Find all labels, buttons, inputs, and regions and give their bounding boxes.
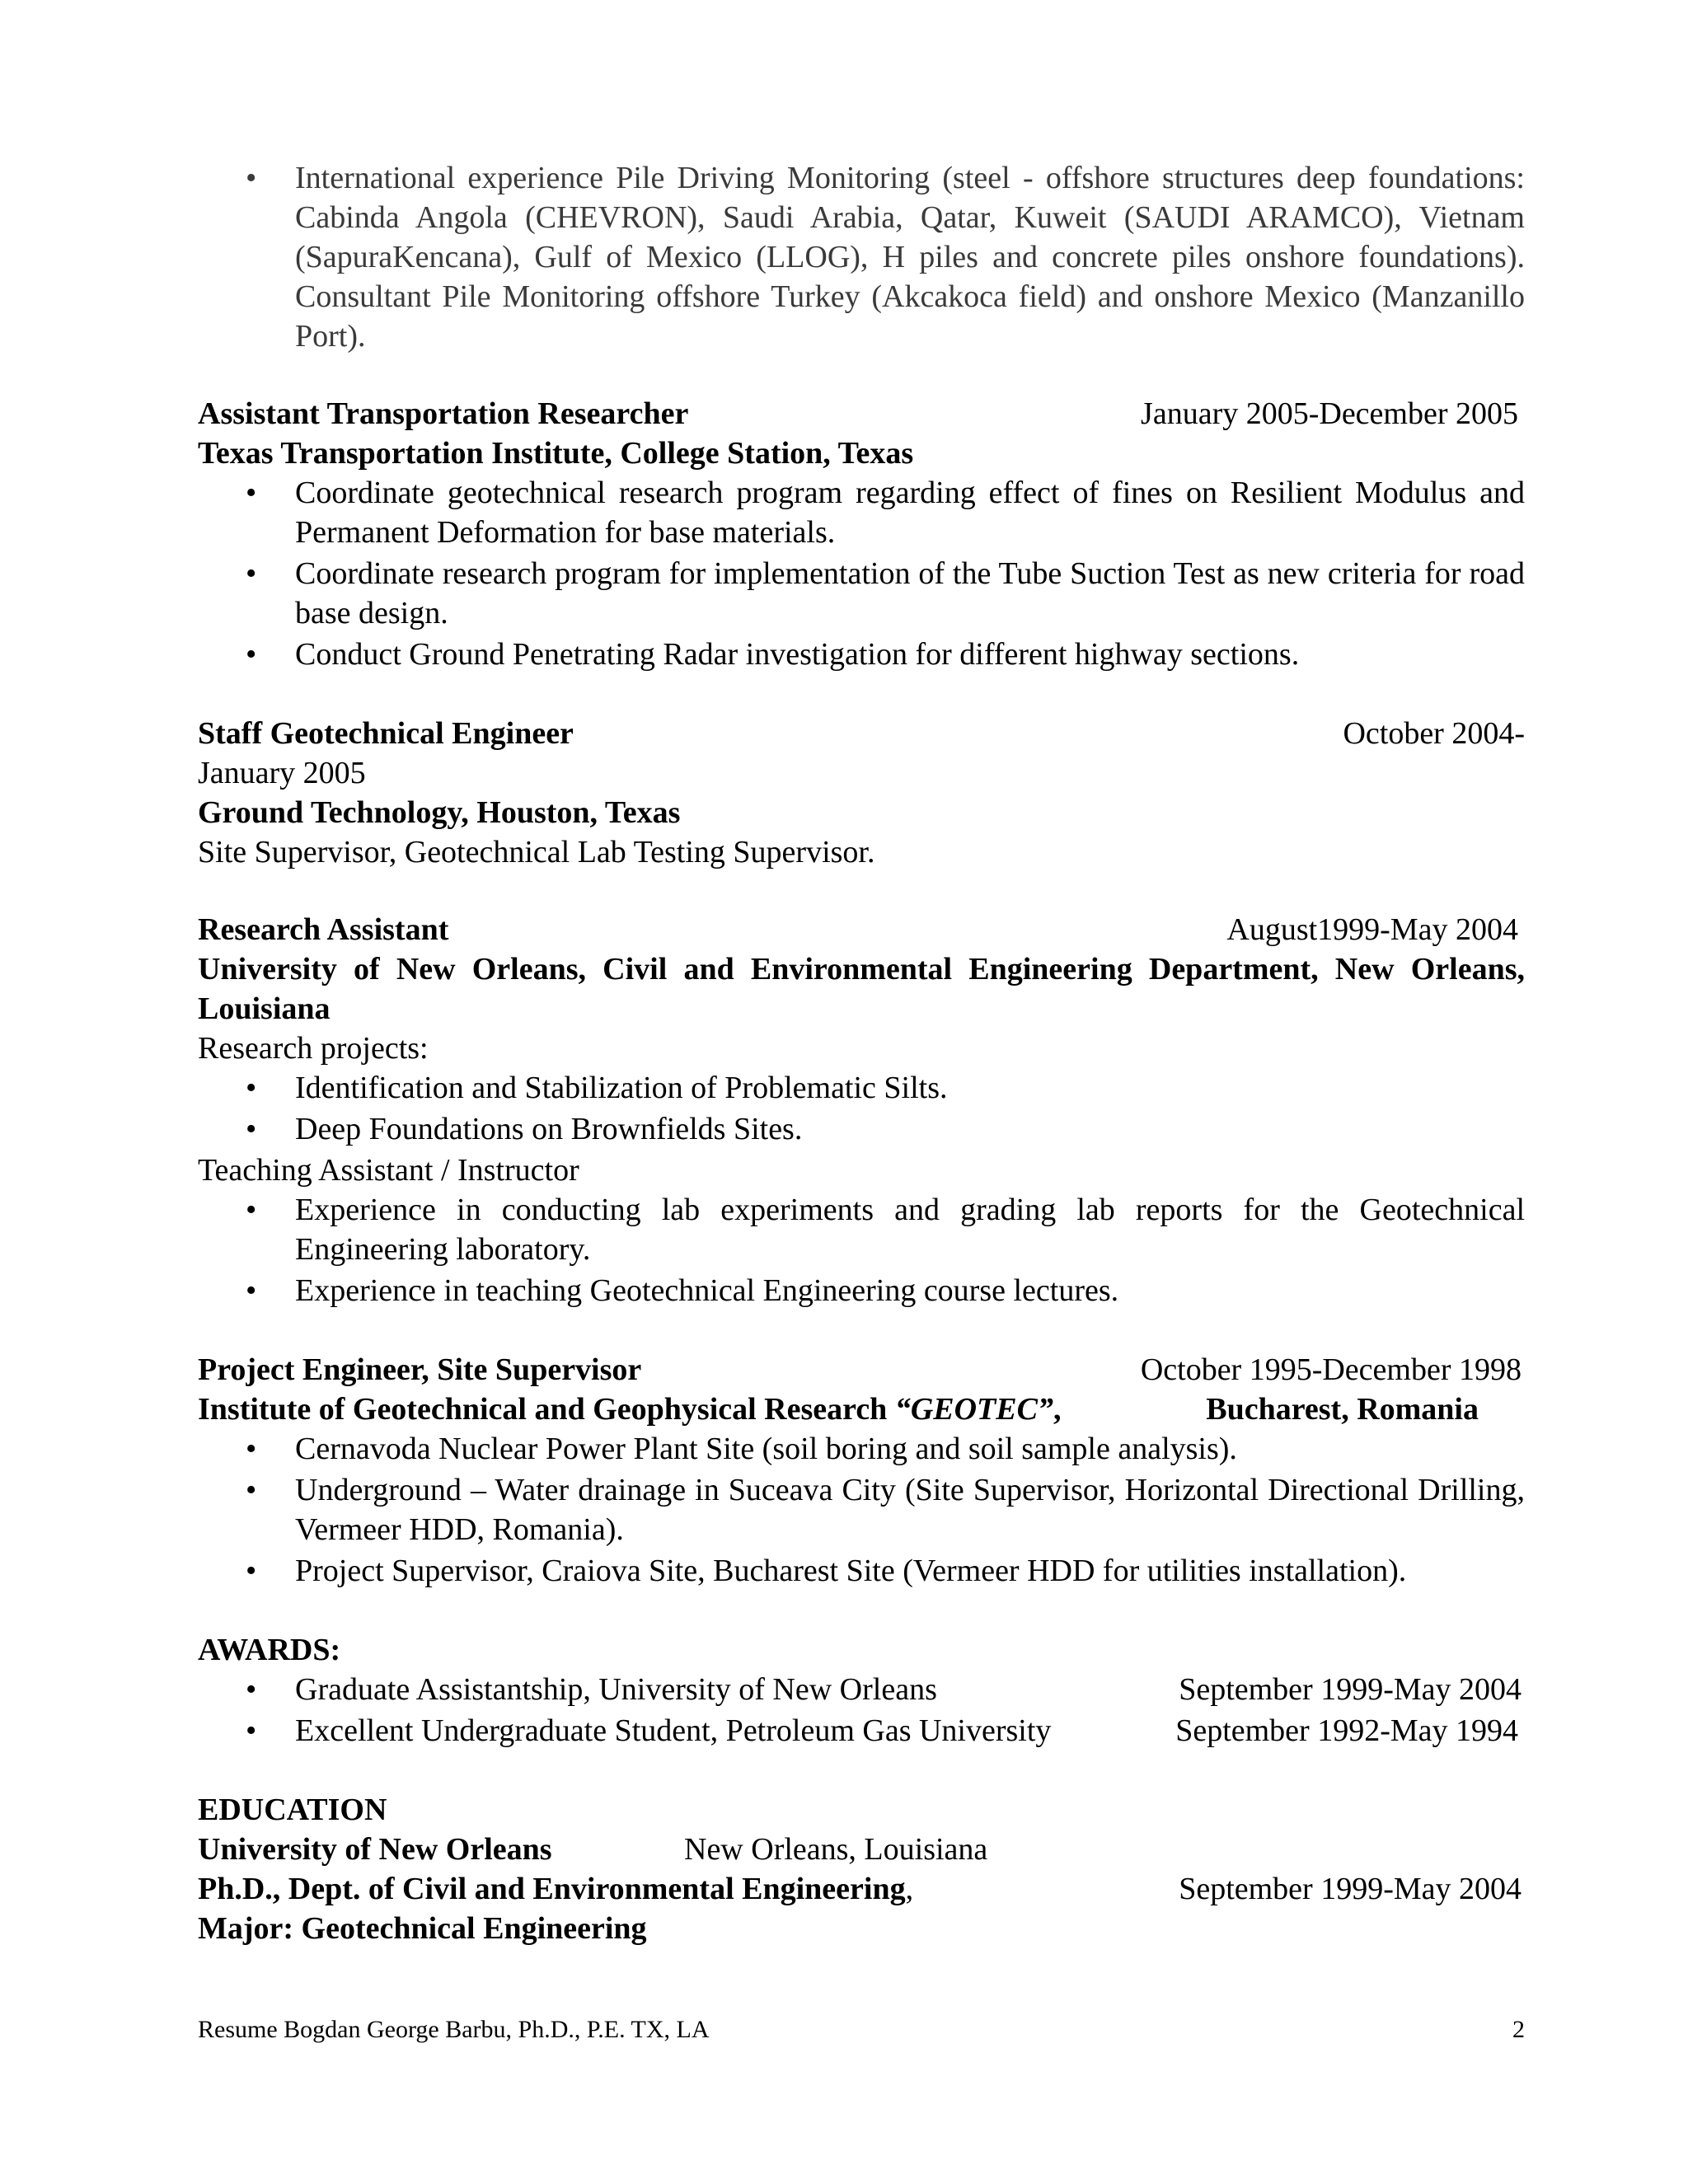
list-item xyxy=(198,1670,1525,1709)
award-date: September 1992-May 1994 xyxy=(1175,1713,1518,1748)
degree: Ph.D., Dept. of Civil and Environmental Engineering xyxy=(198,1872,906,1906)
job-location: Bucharest, Romania xyxy=(1206,1392,1479,1427)
list-item: • Cernavoda Nuclear Power Plant Site (soil boring and soil sample analysis). xyxy=(198,1429,1525,1469)
teaching-list xyxy=(198,1190,1525,1310)
job-dates-continued: January 2005 xyxy=(198,756,366,790)
list-item xyxy=(198,1711,1525,1750)
awards-list xyxy=(198,1670,1525,1750)
job-title: Project Engineer, Site Supervisor xyxy=(198,1352,642,1387)
awards-section xyxy=(198,1630,1525,1750)
job-org: Texas Transportation Institute, College Station, Texas xyxy=(198,436,914,471)
list-item: • Underground – Water drainage in Suceava City (Site Supervisor, Horizontal Directional Drilling, Vermeer HDD, Romania). xyxy=(198,1470,1525,1549)
job-dates: October 2004- xyxy=(1343,716,1525,751)
school-name: University of New Orleans xyxy=(198,1832,552,1867)
list-item: • Project Supervisor, Craiova Site, Bucharest Site (Vermeer HDD for utilities installation). xyxy=(198,1551,1525,1591)
section-heading: AWARDS: xyxy=(198,1633,341,1667)
major: Major: Geotechnical Engineering xyxy=(198,1911,647,1946)
list-item: • Coordinate geotechnical research program regarding effect of fines on Resilient Modulus and Permanent Deformation for base materials. xyxy=(198,473,1525,552)
intl-experience-item: • International experience Pile Driving Monitoring (steel - offshore structures deep foundations: Cabinda Angola (CHEVRON), Saudi Arabia, Qatar, Kuweit (SAUDI ARAMCO), Vietnam (SapuraKencana), Gulf of Mexico (LLOG), H piles and concrete piles onshore foundations). Consultant Pile Monitoring offshore Turkey (Akcakoca field) and onshore Mexico (Manzanillo Port). xyxy=(198,158,1525,356)
award-date: September 1999-May 2004 xyxy=(1179,1672,1522,1707)
education-section: EDUCATION University of New Orleans New Orleans, Louisiana Ph.D., Dept. of Civil and Environmental Engineering, September 1999-May 2004 Major: Geotechnical Engineering xyxy=(198,1790,1525,1948)
job-dates: October 1995-December 1998 xyxy=(1140,1352,1522,1387)
list-item: • Identification and Stabilization of Problematic Silts. xyxy=(198,1068,1525,1108)
job-geotec xyxy=(198,1350,1525,1591)
job-dates: January 2005-December 2005 xyxy=(1141,396,1518,431)
teaching-label: Teaching Assistant / Instructor xyxy=(198,1153,579,1188)
job-ground-technology xyxy=(198,714,1525,872)
job-org-acronym: “GEOTEC” xyxy=(894,1392,1053,1427)
research-list xyxy=(198,1068,1525,1149)
job-title: Research Assistant xyxy=(198,912,449,947)
job-tti xyxy=(198,394,1525,674)
job-org-line: Institute of Geotechnical and Geophysical Research “GEOTEC”, Bucharest, Romania xyxy=(198,1390,1525,1429)
list-item: • Deep Foundations on Brownfields Sites. xyxy=(198,1109,1525,1149)
list-item: • Coordinate research program for implementation of the Tube Suction Test as new criteria for road base design. xyxy=(198,554,1525,633)
page-number: 2 xyxy=(1512,2016,1525,2043)
section-heading: EDUCATION xyxy=(198,1793,387,1827)
job-uno xyxy=(198,910,1525,1310)
job-bullets xyxy=(198,473,1525,674)
list-item: • Experience in conducting lab experiments and grading lab reports for the Geotechnical Engineering laboratory. xyxy=(198,1190,1525,1269)
page-footer xyxy=(198,2015,1525,2045)
intl-experience-list xyxy=(198,158,1525,356)
job-dates: August1999-May 2004 xyxy=(1226,912,1518,947)
job-bullets xyxy=(198,1429,1525,1591)
job-description: Site Supervisor, Geotechnical Lab Testing Supervisor. xyxy=(198,835,875,869)
job-title: Assistant Transportation Researcher xyxy=(198,396,689,431)
list-item: • Conduct Ground Penetrating Radar investigation for different highway sections. xyxy=(198,635,1525,674)
list-item: • Experience in teaching Geotechnical Engineering course lectures. xyxy=(198,1271,1525,1310)
degree-dates: September 1999-May 2004 xyxy=(1179,1872,1522,1906)
footer-text: Resume Bogdan George Barbu, Ph.D., P.E. TX, LA xyxy=(198,2016,710,2043)
resume-page xyxy=(198,158,1525,1948)
award-name: Graduate Assistantship, University of New Orleans xyxy=(295,1672,937,1707)
job-title: Staff Geotechnical Engineer xyxy=(198,716,574,751)
award-name: Excellent Undergraduate Student, Petroleum Gas University xyxy=(295,1713,1052,1748)
job-org: Ground Technology, Houston, Texas xyxy=(198,795,681,830)
job-org: University of New Orleans, Civil and Environmental Engineering Department, New Orleans, Louisiana xyxy=(198,952,1525,1026)
job-org: Institute of Geotechnical and Geophysical Research xyxy=(198,1392,895,1427)
school-location: New Orleans, Louisiana xyxy=(684,1832,988,1867)
research-label: Research projects: xyxy=(198,1031,429,1066)
